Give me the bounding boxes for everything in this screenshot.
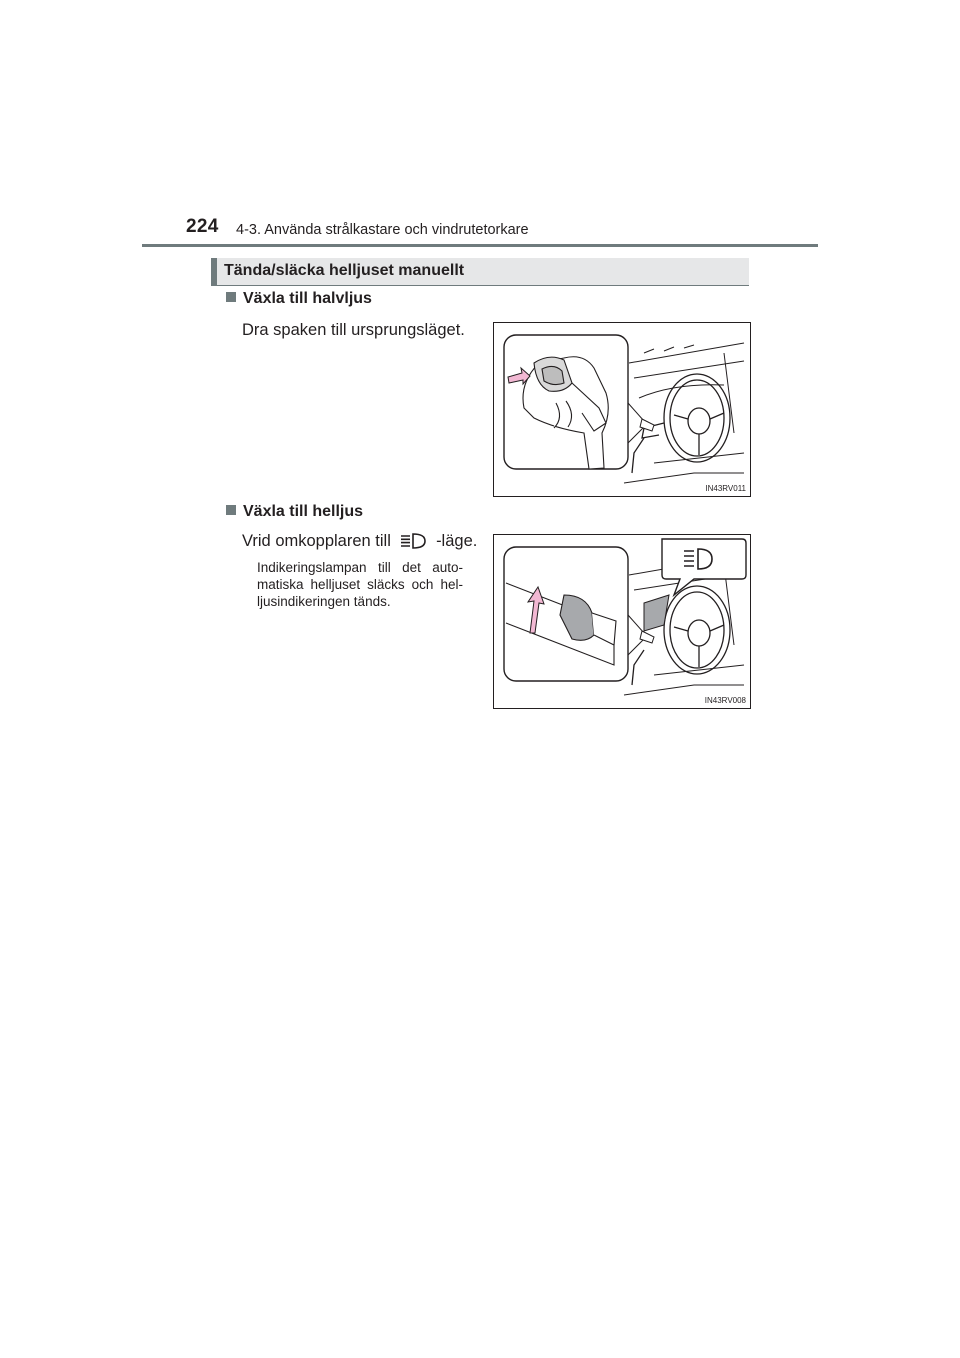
section-title: Tända/släcka helljuset manuellt <box>224 262 465 279</box>
page-number: 224 <box>186 216 219 237</box>
low-beam-figure <box>493 322 751 497</box>
section-accent <box>211 258 217 285</box>
header-title: 4-3. Använda strålkastare och vindrutetorkare <box>236 222 529 238</box>
low-beam-instruction: Dra spaken till ursprungsläget. <box>242 321 465 339</box>
figure-code: IN43RV008 <box>704 696 746 705</box>
high-beam-note: Indikeringslampan till det auto-matiska helljuset släcks och hel-ljusindikeringen tänds. <box>257 560 463 609</box>
bullet-square-icon <box>226 505 236 515</box>
low-beam-heading: Växla till halvljus <box>226 290 372 308</box>
high-beam-figure <box>493 534 751 709</box>
bullet-square-icon <box>226 292 236 302</box>
steering-lever-push-illustration <box>494 535 750 708</box>
header-rule <box>142 244 818 247</box>
figure-code: IN43RV011 <box>705 484 746 493</box>
high-beam-instruction: Vrid omkopplaren till -läge. <box>242 532 477 555</box>
steering-lever-pull-illustration <box>494 323 750 496</box>
high-beam-heading: Växla till helljus <box>226 503 363 521</box>
section-title-bar <box>211 258 749 286</box>
high-beam-icon <box>399 532 427 555</box>
